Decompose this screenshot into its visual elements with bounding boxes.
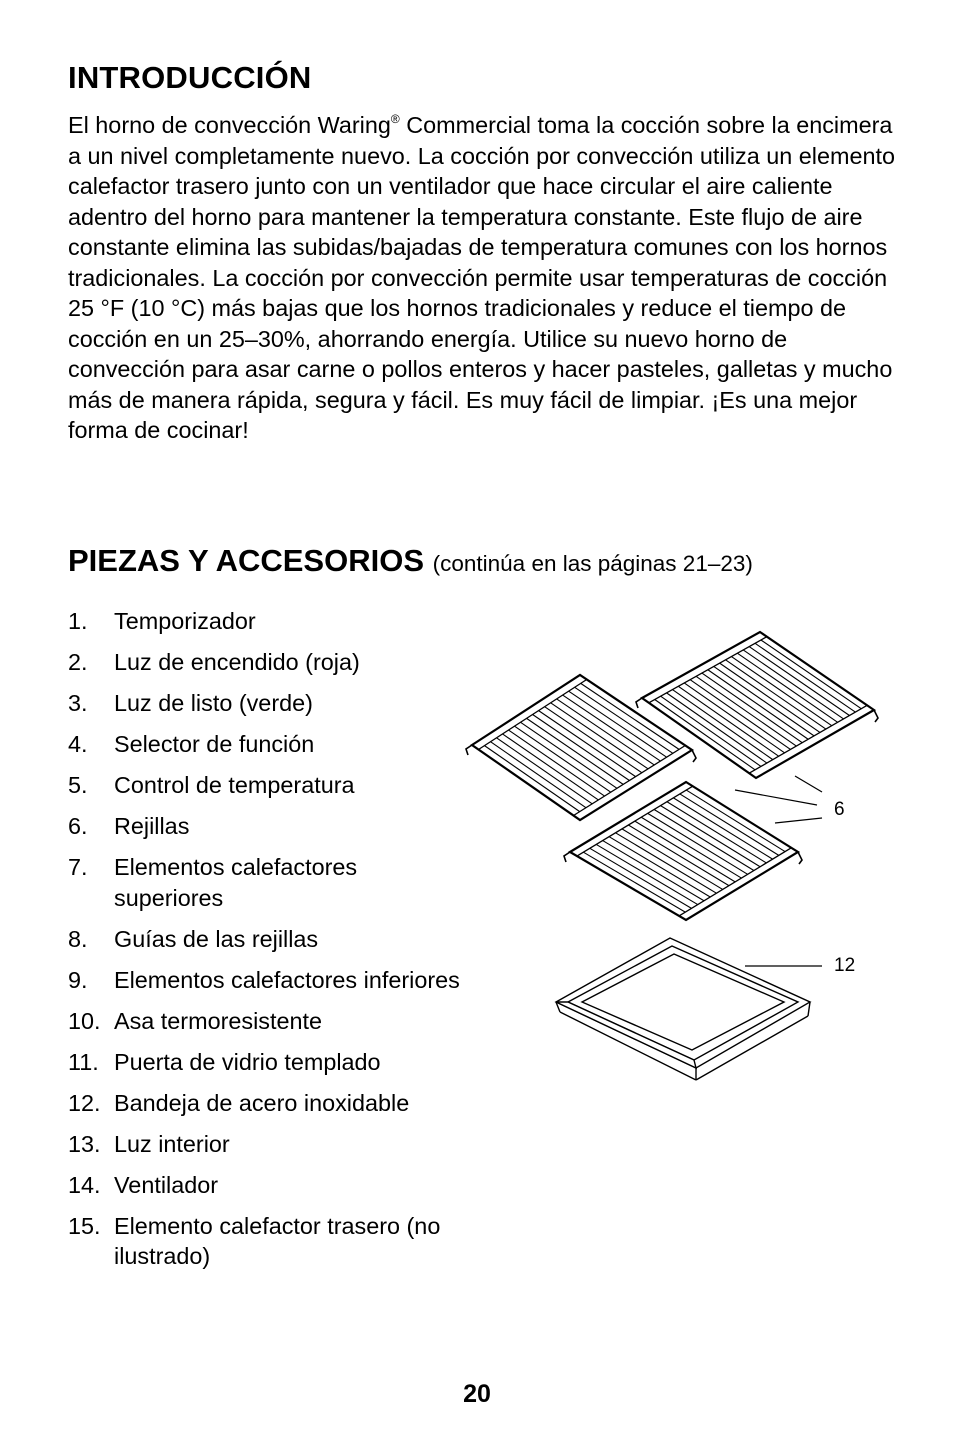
callout-tray-label: 12 [834,955,856,976]
parts-item-number: 8. [68,925,88,952]
parts-subtitle: (continúa en las páginas 21–23) [432,551,753,576]
parts-list-item [68,1088,468,1119]
parts-item-number: 3. [68,690,88,716]
parts-list-item [68,965,468,996]
parts-item-label: Bandeja de acero inoxidable [114,1089,410,1116]
parts-list-item [68,688,468,719]
parts-item-number: 13. [68,1130,101,1157]
parts-item-number: 11. [68,1048,99,1075]
parts-item-label: Temporizador [114,608,256,634]
page-number: 20 [463,1380,491,1408]
parts-item-label: Puerta de vidrio templado [114,1048,381,1075]
accessories-diagram [460,620,890,1100]
parts-item-number: 12. [68,1089,101,1116]
parts-list-item [68,1211,468,1272]
parts-item-label: Guías de las rejillas [114,925,319,952]
parts-list-item [68,924,468,955]
parts-item-label: Ventilador [114,1171,219,1198]
intro-text-start: El horno de convección Waring [68,112,391,138]
parts-item-label: Luz de listo (verde) [114,690,313,716]
parts-list-item [68,811,468,842]
parts-item-label: Control de temperatura [114,772,355,798]
parts-list-item [68,729,468,760]
parts-list-item [68,770,468,801]
parts-item-number: 2. [68,649,88,675]
parts-heading [68,543,753,579]
intro-text-rest: Commercial toma la cocción sobre la encimera a un nivel completamente nuevo. La cocción por convección utiliza un elemento calefactor trasero junto con un ventilador que hace circular el aire caliente adentro del horno para mantener la temperatura constante. Este flujo de aire constante elimina las subidas/bajadas de temperatura comunes con los hornos tradicionales. La cocción por convección permite usar temperaturas de cocción 25 °F (10 °C) más bajas que los hornos tradicionales y reduce el tiempo de cocción en un 25–30%, ahorrando energía. Utilice su nuevo horno de convección para asar carne o pollos enteros y hacer pasteles, galletas y mucho más de manera rápida, segura y fácil. Es muy fácil de limpiar. ¡Es una mejor forma de cocinar! [68,112,895,443]
parts-list-item [68,852,468,913]
intro-paragraph [68,110,898,446]
parts-item-number: 6. [68,813,88,839]
parts-item-number: 14. [68,1171,101,1198]
parts-title: PIEZAS Y ACCESORIOS [68,543,425,578]
parts-item-label: Elementos calefactores superiores [114,854,358,911]
parts-item-number: 10. [68,1007,101,1034]
parts-item-label: Elementos calefactores inferiores [114,966,460,993]
parts-item-number: 7. [68,854,88,880]
parts-item-label: Elemento calefactor trasero (no ilustrado) [114,1212,441,1269]
parts-item-label: Rejillas [114,813,190,839]
intro-heading: INTRODUCCIÓN [68,60,312,95]
parts-item-label: Luz interior [114,1130,230,1157]
parts-item-label: Selector de función [114,731,315,757]
parts-list-item [68,1006,468,1037]
parts-list-item [68,1047,468,1078]
callout-racks-label: 6 [834,799,845,820]
parts-list-item [68,606,468,637]
parts-list [68,606,468,1282]
parts-list-item [68,647,468,678]
parts-item-number: 15. [68,1212,101,1239]
parts-list-item [68,1170,468,1201]
parts-list-item [68,1129,468,1160]
parts-item-number: 9. [68,966,88,993]
parts-item-label: Asa termoresistente [114,1007,323,1034]
parts-item-number: 4. [68,731,88,757]
parts-item-number: 1. [68,608,88,634]
parts-item-number: 5. [68,772,88,798]
baking-tray [556,938,810,1080]
parts-item-label: Luz de encendido (roja) [114,649,360,675]
registered-mark: ® [390,112,400,126]
